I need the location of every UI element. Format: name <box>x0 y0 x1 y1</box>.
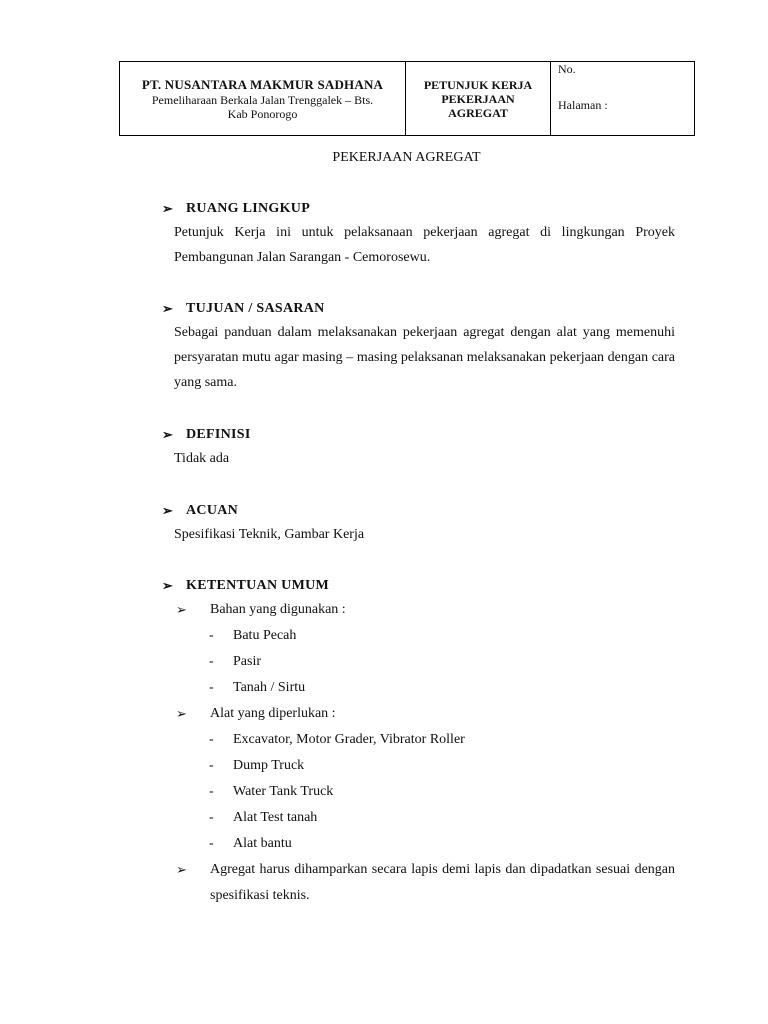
document-meta-cell <box>551 62 694 135</box>
dash-bullet: - <box>209 628 214 643</box>
dash-bullet: - <box>209 654 214 669</box>
list-item-text: Alat yang diperlukan : <box>210 706 336 721</box>
arrow-bullet-icon: ➢ <box>162 503 174 518</box>
section-body: Tidak ada <box>174 451 230 466</box>
sub-list-item-text: Water Tank Truck <box>233 784 334 799</box>
sub-list-item <box>209 753 675 779</box>
document-type-cell <box>406 62 551 135</box>
section-heading-text: TUJUAN / SASARAN <box>186 301 325 316</box>
section-heading-text: ACUAN <box>186 503 239 518</box>
section-body: Spesifikasi Teknik, Gambar Kerja <box>174 527 365 542</box>
company-subtitle-line1: Pemeliharaan Berkala Jalan Trenggalek – Bts. <box>151 92 374 107</box>
sub-list-item-text: Dump Truck <box>233 758 305 773</box>
section-heading <box>162 424 675 446</box>
section-body: Sebagai panduan dalam melaksanakan pekerjaan agregat dengan alat yang memenuhi persyaratan mutu agar masing – masing pelaksanan melaksanakan pekerjaan dengan cara yang sama. <box>174 325 675 390</box>
dash-bullet: - <box>209 732 214 747</box>
section-heading-text: DEFINISI <box>186 427 251 442</box>
sub-list-item-text: Alat bantu <box>233 836 292 851</box>
sub-list-item <box>209 831 675 857</box>
ketentuan-list <box>176 597 675 909</box>
section-ruang-lingkup <box>162 198 675 270</box>
document-type-line3: AGREGAT <box>448 105 508 120</box>
list-item-bahan <box>176 597 675 623</box>
section-body: Petunjuk Kerja ini untuk pelaksanaan pekerjaan agregat di lingkungan Proyek Pembangunan Jalan Sarangan - Cemorosewu. <box>174 225 675 265</box>
document-type-line1: PETUNJUK KERJA <box>423 77 533 92</box>
document-number-label: No. <box>558 62 576 76</box>
sub-list-item-text: Alat Test tanah <box>233 810 318 825</box>
arrow-bullet-icon: ➢ <box>176 602 187 617</box>
section-heading-text: RUANG LINGKUP <box>186 201 311 216</box>
sub-list-item-text: Excavator, Motor Grader, Vibrator Roller <box>233 732 465 747</box>
page-number-label: Halaman : <box>558 98 608 112</box>
list-item-alat <box>176 701 675 727</box>
company-cell <box>120 62 406 135</box>
dash-bullet: - <box>209 836 214 851</box>
dash-bullet: - <box>209 810 214 825</box>
document-title: PEKERJAAN AGREGAT <box>332 150 481 165</box>
section-heading <box>162 298 675 320</box>
sub-list-item-text: Pasir <box>233 654 261 669</box>
section-acuan <box>162 500 675 547</box>
arrow-bullet-icon: ➢ <box>176 706 187 721</box>
section-heading-text: KETENTUAN UMUM <box>186 578 330 593</box>
arrow-bullet-icon: ➢ <box>162 201 174 216</box>
sub-list-item <box>209 805 675 831</box>
arrow-bullet-icon: ➢ <box>176 862 187 877</box>
dash-bullet: - <box>209 680 214 695</box>
section-definisi <box>162 424 675 471</box>
section-tujuan-sasaran <box>162 298 675 395</box>
company-name: PT. NUSANTARA MAKMUR SADHANA <box>141 76 384 92</box>
document-header-table <box>119 61 695 136</box>
company-subtitle-line2: Kab Ponorogo <box>227 106 298 121</box>
sub-list-item-text: Tanah / Sirtu <box>233 680 306 695</box>
section-heading <box>162 575 675 597</box>
sub-list-item <box>209 649 675 675</box>
arrow-bullet-icon: ➢ <box>162 578 174 593</box>
dash-bullet: - <box>209 758 214 773</box>
section-ketentuan-umum <box>162 575 675 909</box>
sub-list-item-text: Batu Pecah <box>233 628 297 643</box>
list-item-text: Bahan yang digunakan : <box>210 602 346 617</box>
dash-bullet: - <box>209 784 214 799</box>
sub-list-item <box>209 779 675 805</box>
arrow-bullet-icon: ➢ <box>162 427 174 442</box>
section-heading <box>162 500 675 522</box>
arrow-bullet-icon: ➢ <box>162 301 174 316</box>
sub-list-item <box>209 727 675 753</box>
list-item-agregat-note <box>176 857 675 909</box>
sub-list-item <box>209 623 675 649</box>
list-item-text: Agregat harus dihamparkan secara lapis demi lapis dan dipadatkan sesuai dengan spesifikasi teknis. <box>210 862 675 903</box>
document-type-line2: PEKERJAAN <box>441 91 515 106</box>
section-heading <box>162 198 675 220</box>
sub-list-item <box>209 675 675 701</box>
